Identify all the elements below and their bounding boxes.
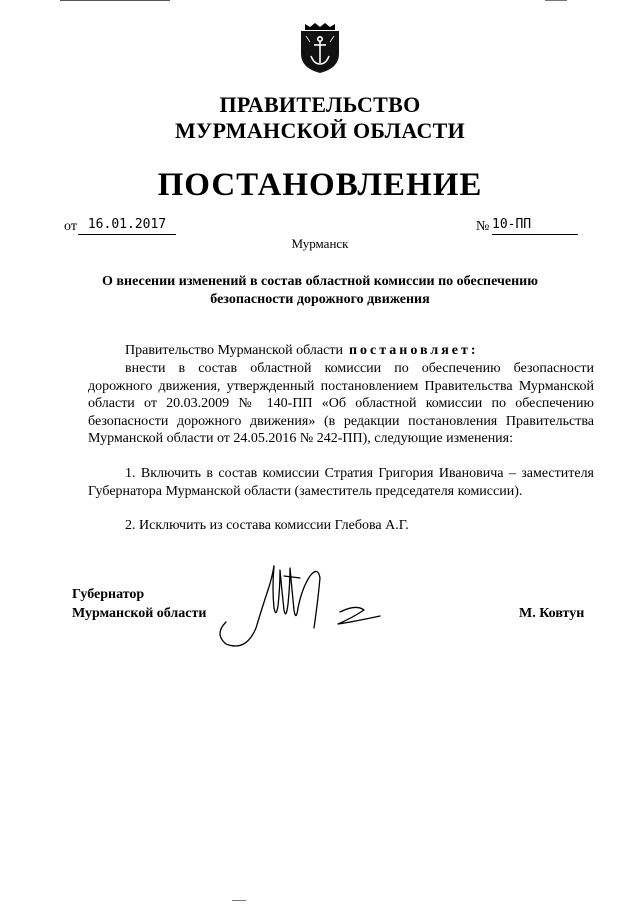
- document-subject: О внесении изменений в состав областной комиссии по обеспечению безопасности дорожного движения: [102, 274, 538, 307]
- org-title-line2: МУРМАНСКОЙ ОБЛАСТИ: [174, 118, 466, 143]
- document-date: 16.01.2017: [78, 214, 176, 235]
- intro-verb: постановляет:: [348, 343, 479, 358]
- list-item: 1. Включить в состав комиссии Стратия Григория Ивановича – заместителя Губернатора Мурманской области (заместитель председателя комиссии).: [88, 466, 594, 499]
- org-title-line1: ПРАВИТЕЛЬСТВО: [219, 92, 421, 117]
- top-edge-line: [60, 0, 170, 1]
- intro-paragraph: [88, 342, 594, 360]
- city: Мурманск: [291, 236, 349, 251]
- signatory-title-line2: Мурманской области: [72, 606, 207, 621]
- top-edge-mark: [545, 0, 567, 1]
- signatory-name: М. Ковтун: [519, 606, 585, 621]
- handwritten-signature: [212, 548, 382, 658]
- murmansk-coat-of-arms-icon: [297, 22, 343, 74]
- date-prefix: от: [64, 219, 77, 234]
- intro-text: Правительство Мурманской области: [125, 343, 343, 358]
- signatory-title-line1: Губернатор: [72, 587, 145, 602]
- list-item: 2. Исключить из состава комиссии Глебова А.Г.: [125, 518, 409, 533]
- bottom-edge-mark: [232, 900, 246, 901]
- signatory-title: [72, 585, 206, 623]
- document-type: ПОСТАНОВЛЕНИЕ: [157, 167, 483, 203]
- main-paragraph: внести в состав областной комиссии по обеспечению безопасности дорожного движения, утвержденный постановлением Правительства Мурманской области от 20.03.2009 № 140-ПП «Об областной комиссии по обеспечению безопасности дорожного движения» (в редакции постановления Правительства Мурманской области от 24.05.2016 № 242-ПП), следующие изменения:: [88, 361, 594, 446]
- number-prefix: №: [476, 219, 490, 234]
- document-number: 10-ПП: [492, 214, 578, 235]
